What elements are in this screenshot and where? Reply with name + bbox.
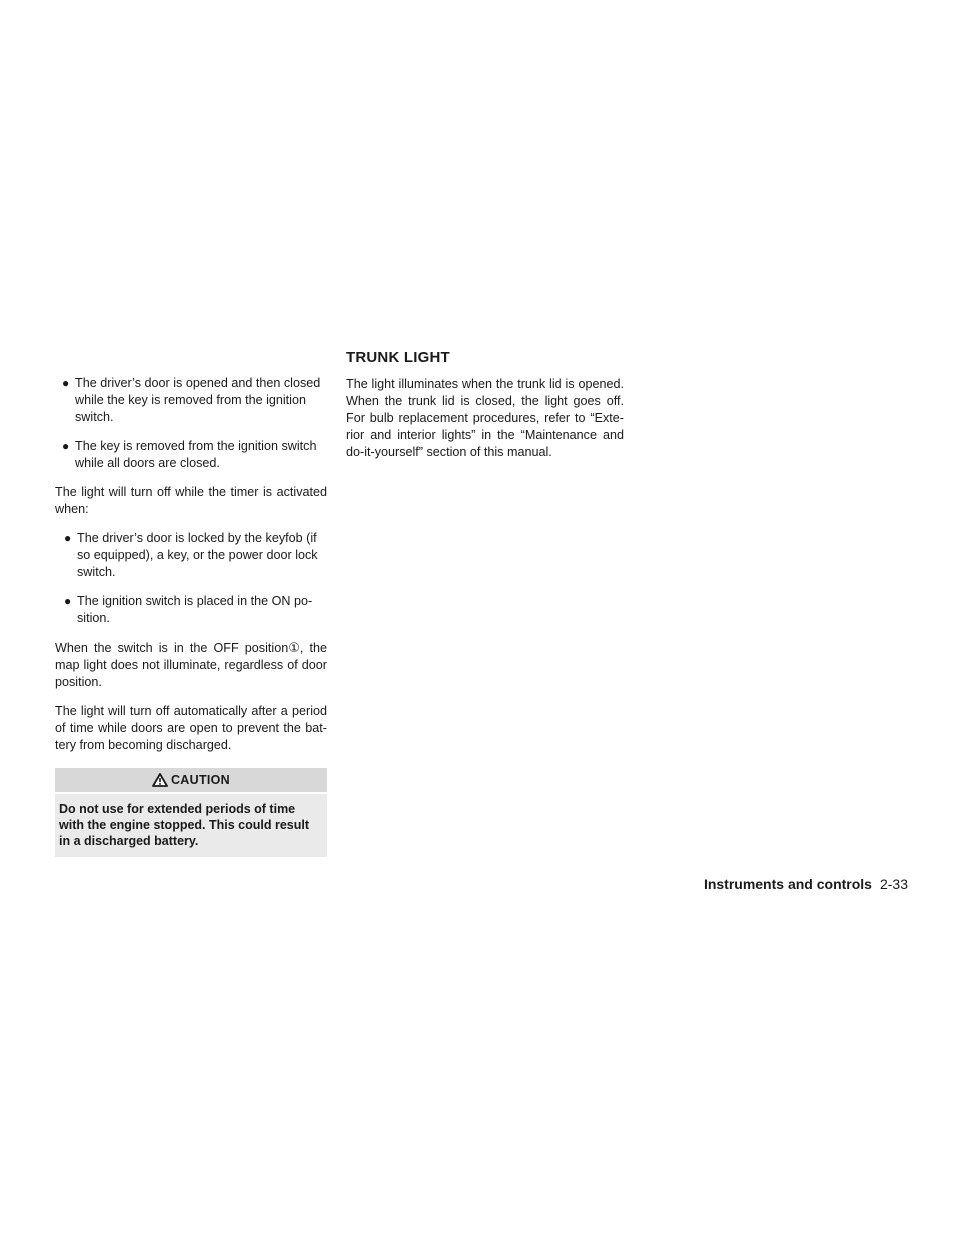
list-item	[55, 438, 327, 472]
circled-number-1: ①	[288, 640, 300, 655]
bullet-text: The key is removed from the ignition switch while all doors are closed.	[75, 439, 317, 470]
warning-triangle-icon	[152, 773, 168, 787]
left-column	[55, 375, 327, 857]
right-column	[346, 348, 624, 473]
caution-body: Do not use for extended periods of time with the engine stopped. This could result in a discharged battery.	[55, 794, 327, 857]
caution-title: CAUTION	[170, 772, 231, 787]
bullet-icon: ●	[62, 439, 70, 453]
bullet-text: The driver’s door is locked by the keyfob (if so equipped), a key, or the power door lock switch.	[77, 531, 318, 579]
switch-paragraph	[55, 639, 327, 691]
timer-intro: The light will turn off while the timer is activated when:	[55, 485, 327, 516]
list-item	[55, 593, 327, 627]
bullet-text: The ignition switch is placed in the ON po-sition.	[77, 594, 313, 625]
page-number: 2-33	[879, 876, 908, 892]
bullet-icon: ●	[64, 531, 72, 545]
trunk-light-paragraph: The light illuminates when the trunk lid is opened. When the trunk lid is closed, the light goes off. For bulb replacement procedures, refer to “Exte-rior and interior lights” in the “Maintenance and do-it-yourself” section of this manual.	[346, 377, 624, 459]
list-item	[55, 530, 327, 581]
footer-section-title: Instruments and controls	[703, 876, 872, 892]
bullet-text: The driver’s door is opened and then closed while the key is removed from the ignition switch.	[75, 376, 321, 424]
bullet-icon: ●	[62, 376, 70, 390]
auto-off-paragraph: The light will turn off automatically after a period of time while doors are open to prevent the bat-tery from becoming discharged.	[55, 704, 327, 752]
section-heading: TRUNK LIGHT	[346, 349, 450, 366]
caution-header	[55, 768, 327, 792]
switch-text-before: When the switch is in the OFF position	[55, 641, 289, 655]
list-item	[55, 375, 327, 426]
bullet-icon: ●	[64, 594, 72, 608]
switch-text-after: , the map light does not illuminate, regardless of door position.	[55, 641, 327, 689]
page-footer	[704, 876, 908, 892]
